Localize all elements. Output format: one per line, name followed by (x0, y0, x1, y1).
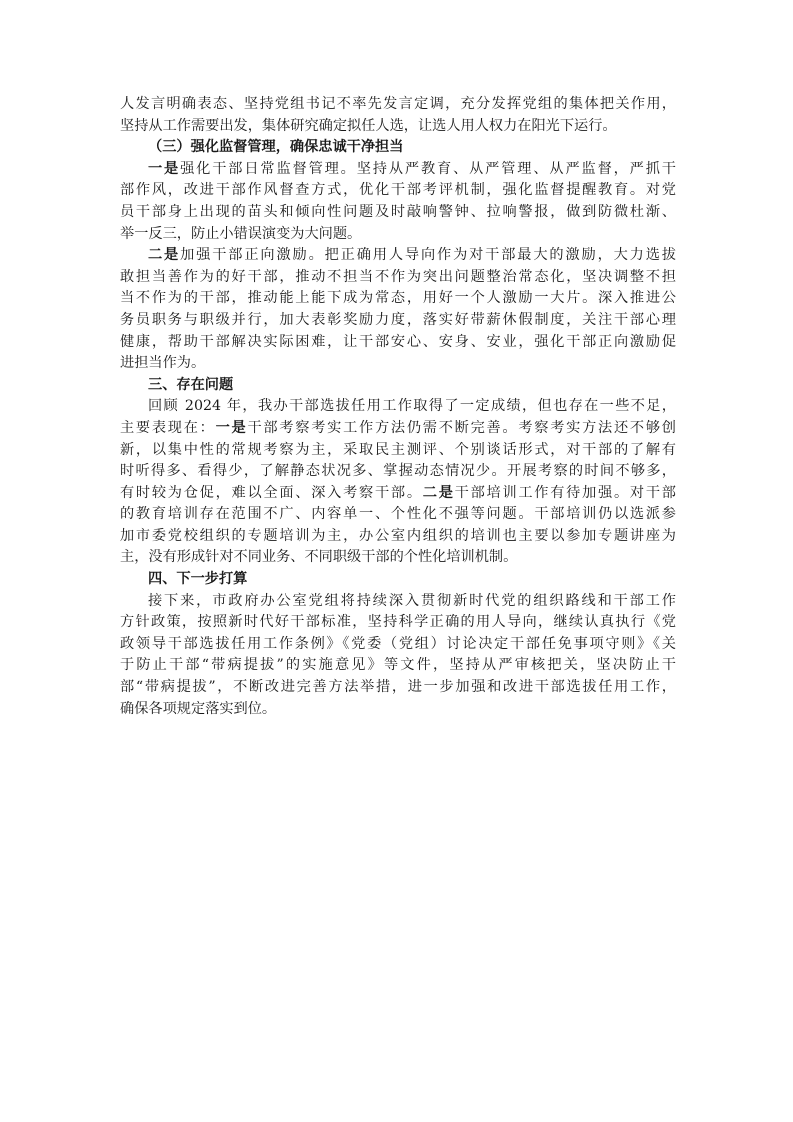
text-run: 加强干部正向激励。把正确用人导向作为对干部最大的激励，大力选拔 (180, 247, 676, 264)
point-two-continuation (120, 267, 676, 375)
text-line: 接下来，市政府办公室党组将持续深入贯彻新时代党的组织路线和干部工作 (148, 592, 676, 609)
text-line (120, 159, 676, 181)
text-line (120, 418, 676, 440)
text-run: 干部培训工作有待加强。对干部 (454, 484, 676, 501)
text-line: 健康，帮助干部解决实际困难，让干部安心、安身、安业，强化干部正向激励促 (120, 333, 676, 350)
text-run: 干部考察考实工作方法仍需不断完善。考察考实方法还不够创 (247, 419, 676, 436)
text-line: 员干部身上出现的苗头和倾向性问题及时敲响警钟、拉响警报，做到防微杜渐、 (120, 203, 676, 220)
section-heading-next-steps: 四、下一步打算 (148, 571, 248, 588)
text-line (120, 483, 676, 505)
problems-paragraph (120, 418, 676, 569)
point-lead: 二是 (148, 247, 181, 264)
text-line: 主，没有形成针对不同业务、不同职级干部的个性化培训机制。 (120, 549, 518, 566)
text-line: 敢担当善作为的好干部，推动不担当不作为突出问题整治常态化，坚决调整不担 (120, 268, 676, 285)
point-lead: 一是 (215, 419, 248, 436)
text-line: 当不作为的干部，推动能上能下成为常态，用好一个人激励一大片。深入推进公 (120, 290, 676, 307)
text-line: 政领导干部选拔任用工作条例》《党委（党组）讨论决定干部任免事项守则》《关 (120, 635, 676, 652)
point-one-continuation (120, 180, 676, 245)
intro-paragraph (120, 94, 676, 137)
point-two-paragraph (120, 245, 676, 267)
section-heading-problems: 三、存在问题 (148, 376, 234, 393)
point-one-paragraph (120, 159, 676, 181)
next-steps-paragraph (120, 612, 676, 720)
text-line: 确保各项规定落实到位。 (120, 700, 277, 717)
text-line: 务员职务与职级并行，加大表彰奖励力度，落实好带薪休假制度，关注干部心理 (120, 311, 676, 328)
text-line (120, 245, 676, 267)
point-lead: 一是 (148, 160, 181, 177)
text-line: 部“带病提拔”，不断改进完善方法举措，进一步加强和改进干部选拔任用工作， (120, 679, 676, 696)
text-line: 进担当作为。 (120, 355, 206, 372)
text-line: 新，以集中性的常规考察为主，采取民主测评、个别谈话形式，对干部的了解有 (120, 441, 676, 458)
text-line: 举一反三，防止小错误演变为大问题。 (120, 225, 362, 242)
text-line: 加市委党校组织的专题培训为主，办公室内组织的培训也主要以参加专题讲座为 (120, 527, 676, 544)
text-run: 有时较为仓促，难以全面、深入考察干部。 (120, 484, 423, 501)
problems-first-line (120, 396, 676, 418)
text-line: 部作风，改进干部作风督查方式，优化干部考评机制，强化监督提醒教育。对党 (120, 182, 676, 199)
text-line: 人发言明确表态、坚持党组书记不率先发言定调，充分发挥党组的集体把关作用， (120, 96, 676, 112)
section-heading-supervision: （三）强化监督管理，确保忠诚干净担当 (148, 139, 404, 156)
next-steps-first-line (120, 591, 676, 613)
text-line: 坚持从工作需要出发，集体研究确定拟任人选，让选人用人权力在阳光下运行。 (120, 117, 617, 134)
text-line: 方针政策，按照新时代好干部标准，坚持科学正确的用人导向，继续认真执行《党 (120, 614, 676, 631)
text-run: 强化干部日常监督管理。坚持从严教育、从严管理、从严监督，严抓干 (180, 160, 676, 177)
text-run: 主要表现在： (120, 419, 216, 436)
text-line: 回顾 2024 年，我办干部选拔任用工作取得了一定成绩，但也存在一些不足， (148, 398, 676, 415)
text-line: 时听得多、看得少，了解静态状况多、掌握动态情况少。开展考察的时间不够多， (120, 463, 676, 480)
text-line: 的教育培训存在范围不广、内容单一、个性化不强等问题。干部培训仍以选派参 (120, 506, 676, 523)
document-body (120, 94, 676, 720)
text-line: 于防止干部“带病提拔”的实施意见》等文件，坚持从严审核把关，坚决防止干 (120, 657, 676, 674)
point-lead: 二是 (422, 484, 455, 501)
